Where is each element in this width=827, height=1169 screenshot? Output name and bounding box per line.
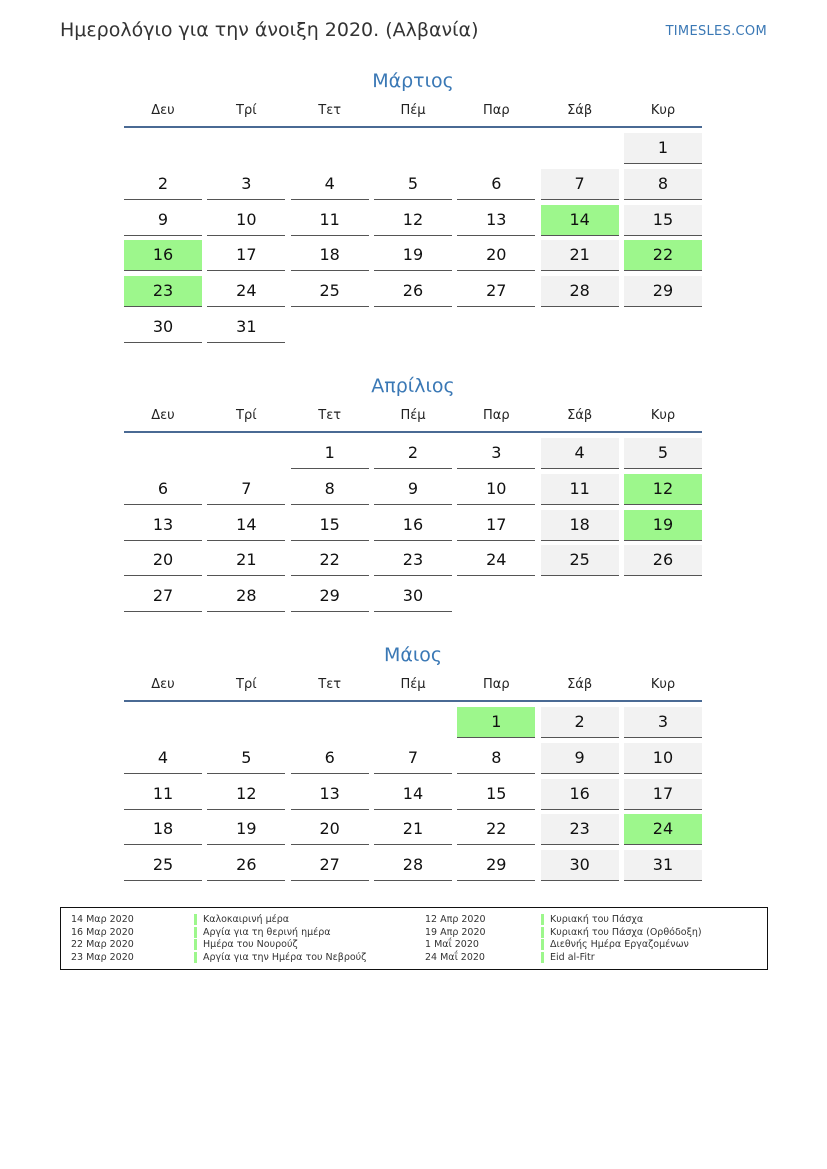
weekday-label: Κυρ	[650, 103, 676, 118]
day-cell: 6	[457, 169, 535, 200]
week-row	[124, 169, 702, 200]
weekend-day-cell: 7	[541, 169, 619, 200]
empty-cell	[457, 133, 535, 164]
empty-cell	[207, 707, 285, 738]
day-cell: 6	[124, 474, 202, 505]
day-cell: 15	[457, 779, 535, 810]
week-row	[124, 545, 702, 576]
day-cell: 2	[374, 438, 452, 469]
brand-link[interactable]: TIMESLES.COM	[665, 24, 767, 39]
empty-cell	[457, 581, 535, 612]
weekday-label: Παρ	[483, 408, 510, 423]
holiday-day-cell: 23	[124, 276, 202, 307]
page-title: Ημερολόγιο για την άνοιξη 2020. (Αλβανία)	[60, 19, 479, 41]
weekday-label: Παρ	[483, 677, 510, 692]
day-cell: 28	[374, 850, 452, 881]
weekday-header	[124, 408, 702, 433]
weeks-grid	[124, 707, 702, 881]
weekday-label: Κυρ	[650, 677, 676, 692]
day-cell: 13	[457, 205, 535, 236]
day-cell: 27	[457, 276, 535, 307]
day-cell: 25	[291, 276, 369, 307]
weekday-label: Δευ	[151, 677, 175, 692]
weekend-day-cell: 9	[541, 743, 619, 774]
day-cell: 22	[291, 545, 369, 576]
day-cell: 4	[124, 743, 202, 774]
weekday-label: Δευ	[151, 103, 175, 118]
day-cell: 10	[457, 474, 535, 505]
legend-holiday-name: Καλοκαιρινή μέρα	[194, 914, 289, 925]
day-cell: 12	[207, 779, 285, 810]
legend-names	[541, 914, 702, 964]
day-cell: 6	[291, 743, 369, 774]
legend-holiday-name: Διεθνής Ημέρα Εργαζομένων	[541, 939, 689, 950]
empty-cell	[291, 707, 369, 738]
legend-date: 16 Μαρ 2020	[71, 926, 134, 938]
weekend-day-cell: 25	[541, 545, 619, 576]
weekend-day-cell: 3	[624, 707, 702, 738]
legend-date: 22 Μαρ 2020	[71, 939, 134, 951]
holiday-day-cell: 19	[624, 510, 702, 541]
weekend-day-cell: 30	[541, 850, 619, 881]
day-cell: 11	[291, 205, 369, 236]
weekend-day-cell: 28	[541, 276, 619, 307]
weekday-header	[124, 677, 702, 702]
weekday-label: Πέμ	[400, 677, 426, 692]
month-calendar-march	[124, 69, 702, 348]
weekend-day-cell: 31	[624, 850, 702, 881]
empty-cell	[207, 133, 285, 164]
day-cell: 29	[457, 850, 535, 881]
day-cell: 26	[207, 850, 285, 881]
day-cell: 29	[291, 581, 369, 612]
weekday-label: Τρί	[236, 677, 257, 692]
weekday-label: Σάβ	[567, 103, 593, 118]
month-title: Απρίλιος	[371, 375, 455, 397]
holiday-legend	[60, 907, 768, 970]
empty-cell	[124, 438, 202, 469]
day-cell: 3	[207, 169, 285, 200]
week-row	[124, 240, 702, 271]
empty-cell	[624, 312, 702, 343]
holiday-day-cell: 24	[624, 814, 702, 845]
day-cell: 11	[124, 779, 202, 810]
weekday-label: Σάβ	[567, 408, 593, 423]
day-cell: 23	[374, 545, 452, 576]
legend-date: 14 Μαρ 2020	[71, 914, 134, 925]
weekday-label: Πέμ	[400, 103, 426, 118]
day-cell: 20	[124, 545, 202, 576]
day-cell: 22	[457, 814, 535, 845]
day-cell: 14	[374, 779, 452, 810]
legend-date: 24 Μαΐ 2020	[425, 951, 485, 963]
weekend-day-cell: 16	[541, 779, 619, 810]
weekend-day-cell: 1	[624, 133, 702, 164]
empty-cell	[624, 581, 702, 612]
day-cell: 2	[124, 169, 202, 200]
empty-cell	[541, 312, 619, 343]
weekday-label: Πέμ	[400, 408, 426, 423]
month-calendar-april	[124, 374, 702, 617]
day-cell: 25	[124, 850, 202, 881]
empty-cell	[374, 707, 452, 738]
day-cell: 21	[374, 814, 452, 845]
day-cell: 24	[457, 545, 535, 576]
day-cell: 15	[291, 510, 369, 541]
day-cell: 21	[207, 545, 285, 576]
weekday-label: Σάβ	[567, 677, 593, 692]
legend-date: 23 Μαρ 2020	[71, 951, 134, 963]
day-cell: 16	[374, 510, 452, 541]
day-cell: 19	[374, 240, 452, 271]
weekday-label: Τρί	[236, 103, 257, 118]
day-cell: 14	[207, 510, 285, 541]
holiday-day-cell: 16	[124, 240, 202, 271]
empty-cell	[124, 133, 202, 164]
holiday-day-cell: 22	[624, 240, 702, 271]
day-cell: 20	[457, 240, 535, 271]
empty-cell	[291, 312, 369, 343]
day-cell: 19	[207, 814, 285, 845]
month-title: Μάρτιος	[372, 70, 454, 92]
day-cell: 5	[207, 743, 285, 774]
legend-date: 12 Απρ 2020	[425, 914, 486, 925]
legend-dates	[71, 914, 134, 964]
day-cell: 1	[291, 438, 369, 469]
empty-cell	[541, 581, 619, 612]
legend-holiday-name: Αργία για τη θερινή ημέρα	[194, 927, 331, 938]
day-cell: 9	[124, 205, 202, 236]
legend-date: 19 Απρ 2020	[425, 926, 486, 938]
week-row	[124, 205, 702, 236]
day-cell: 18	[124, 814, 202, 845]
week-row	[124, 581, 702, 612]
weekend-day-cell: 18	[541, 510, 619, 541]
day-cell: 26	[374, 276, 452, 307]
weekend-day-cell: 11	[541, 474, 619, 505]
weekday-label: Τρί	[236, 408, 257, 423]
day-cell: 30	[124, 312, 202, 343]
holiday-day-cell: 14	[541, 205, 619, 236]
month-calendar-may	[124, 643, 702, 886]
legend-holiday-name: Ημέρα του Νουρούζ	[194, 939, 298, 950]
day-cell: 7	[207, 474, 285, 505]
weekend-day-cell: 8	[624, 169, 702, 200]
holiday-day-cell: 12	[624, 474, 702, 505]
week-row	[124, 850, 702, 881]
weekday-header	[124, 103, 702, 128]
day-cell: 24	[207, 276, 285, 307]
day-cell: 10	[207, 205, 285, 236]
week-row	[124, 133, 702, 164]
weeks-grid	[124, 133, 702, 343]
weekend-day-cell: 29	[624, 276, 702, 307]
week-row	[124, 707, 702, 738]
weekday-label: Τετ	[318, 408, 342, 423]
week-row	[124, 814, 702, 845]
day-cell: 17	[457, 510, 535, 541]
empty-cell	[374, 133, 452, 164]
day-cell: 13	[124, 510, 202, 541]
month-title: Μάιος	[383, 644, 443, 666]
empty-cell	[457, 312, 535, 343]
empty-cell	[291, 133, 369, 164]
weekend-day-cell: 21	[541, 240, 619, 271]
day-cell: 18	[291, 240, 369, 271]
day-cell: 31	[207, 312, 285, 343]
day-cell: 12	[374, 205, 452, 236]
weekday-label: Δευ	[151, 408, 175, 423]
legend-dates	[425, 914, 486, 964]
day-cell: 5	[374, 169, 452, 200]
weekend-day-cell: 10	[624, 743, 702, 774]
weekend-day-cell: 23	[541, 814, 619, 845]
empty-cell	[207, 438, 285, 469]
day-cell: 4	[291, 169, 369, 200]
week-row	[124, 276, 702, 307]
legend-holiday-name: Eid al-Fitr	[541, 952, 595, 963]
week-row	[124, 312, 702, 343]
week-row	[124, 438, 702, 469]
legend-holiday-name: Αργία για την Ημέρα του Νεβρούζ	[194, 952, 366, 963]
legend-date: 1 Μαΐ 2020	[425, 939, 479, 951]
day-cell: 8	[457, 743, 535, 774]
weeks-grid	[124, 438, 702, 612]
day-cell: 30	[374, 581, 452, 612]
legend-holiday-name: Κυριακή του Πάσχα (Ορθόδοξη)	[541, 927, 702, 938]
weekday-label: Κυρ	[650, 408, 676, 423]
day-cell: 20	[291, 814, 369, 845]
week-row	[124, 510, 702, 541]
weekend-day-cell: 5	[624, 438, 702, 469]
empty-cell	[541, 133, 619, 164]
weekend-day-cell: 2	[541, 707, 619, 738]
legend-holiday-name: Κυριακή του Πάσχα	[541, 914, 643, 925]
week-row	[124, 474, 702, 505]
weekend-day-cell: 26	[624, 545, 702, 576]
weekend-day-cell: 17	[624, 779, 702, 810]
weekday-label: Παρ	[483, 103, 510, 118]
weekday-label: Τετ	[318, 103, 342, 118]
week-row	[124, 743, 702, 774]
day-cell: 27	[124, 581, 202, 612]
weekend-day-cell: 15	[624, 205, 702, 236]
empty-cell	[374, 312, 452, 343]
day-cell: 27	[291, 850, 369, 881]
day-cell: 9	[374, 474, 452, 505]
legend-names	[194, 914, 366, 964]
day-cell: 17	[207, 240, 285, 271]
weekday-label: Τετ	[318, 677, 342, 692]
day-cell: 8	[291, 474, 369, 505]
day-cell: 28	[207, 581, 285, 612]
week-row	[124, 779, 702, 810]
empty-cell	[124, 707, 202, 738]
holiday-day-cell: 1	[457, 707, 535, 738]
day-cell: 13	[291, 779, 369, 810]
weekend-day-cell: 4	[541, 438, 619, 469]
day-cell: 7	[374, 743, 452, 774]
day-cell: 3	[457, 438, 535, 469]
